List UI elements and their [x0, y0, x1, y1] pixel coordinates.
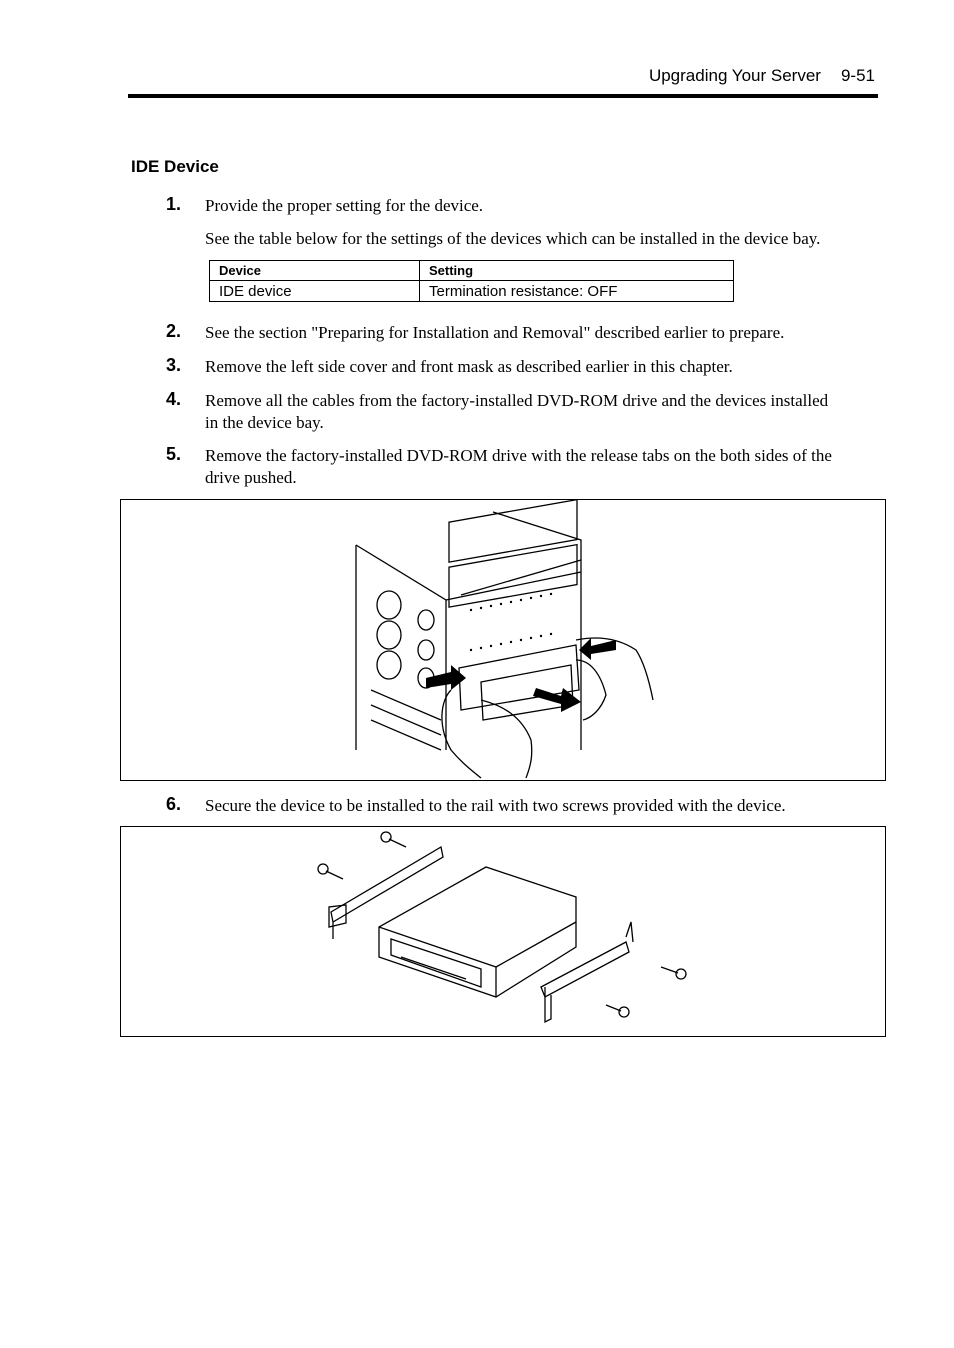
table-header-cell: Device — [210, 261, 420, 281]
running-header — [649, 66, 875, 86]
table-cell: IDE device — [210, 281, 420, 302]
step-text: Provide the proper setting for the device. — [205, 196, 484, 215]
table-row — [210, 281, 734, 302]
step-text: Remove all the cables from the factory-installed DVD-ROM drive and the devices installed in the device bay. — [205, 391, 829, 432]
table-header-cell: Setting — [420, 261, 734, 281]
chapter-title: Upgrading Your Server — [648, 66, 821, 85]
step-number: 2. — [166, 321, 182, 341]
step-text: Secure the device to be installed to the rail with two screws provided with the device. — [205, 796, 786, 815]
attach-rails-figure — [120, 826, 886, 1037]
step-number: 5. — [166, 444, 182, 464]
settings-table — [209, 260, 734, 302]
remove-dvd-rom-illustration — [121, 500, 885, 780]
page-number: 9-51 — [840, 66, 875, 85]
step-text: Remove the factory-installed DVD-ROM drive with the release tabs on the both sides of the drive pushed. — [205, 446, 832, 487]
step-number: 6. — [166, 794, 182, 814]
attach-rails-illustration — [121, 827, 885, 1036]
table-header-row — [210, 261, 734, 281]
step-note: See the table below for the settings of the devices which can be installed in the device bay. — [205, 229, 821, 248]
step-number: 4. — [166, 389, 182, 409]
step-text: See the section "Preparing for Installation and Removal" described earlier to prepare. — [205, 323, 785, 342]
header-rule — [128, 94, 878, 98]
step-text: Remove the left side cover and front mask as described earlier in this chapter. — [205, 357, 733, 376]
table-cell: Termination resistance: OFF — [420, 281, 734, 302]
remove-dvd-rom-figure — [120, 499, 886, 781]
step-number: 1. — [166, 194, 182, 214]
step-number: 3. — [166, 355, 182, 375]
section-title: IDE Device — [131, 157, 219, 176]
